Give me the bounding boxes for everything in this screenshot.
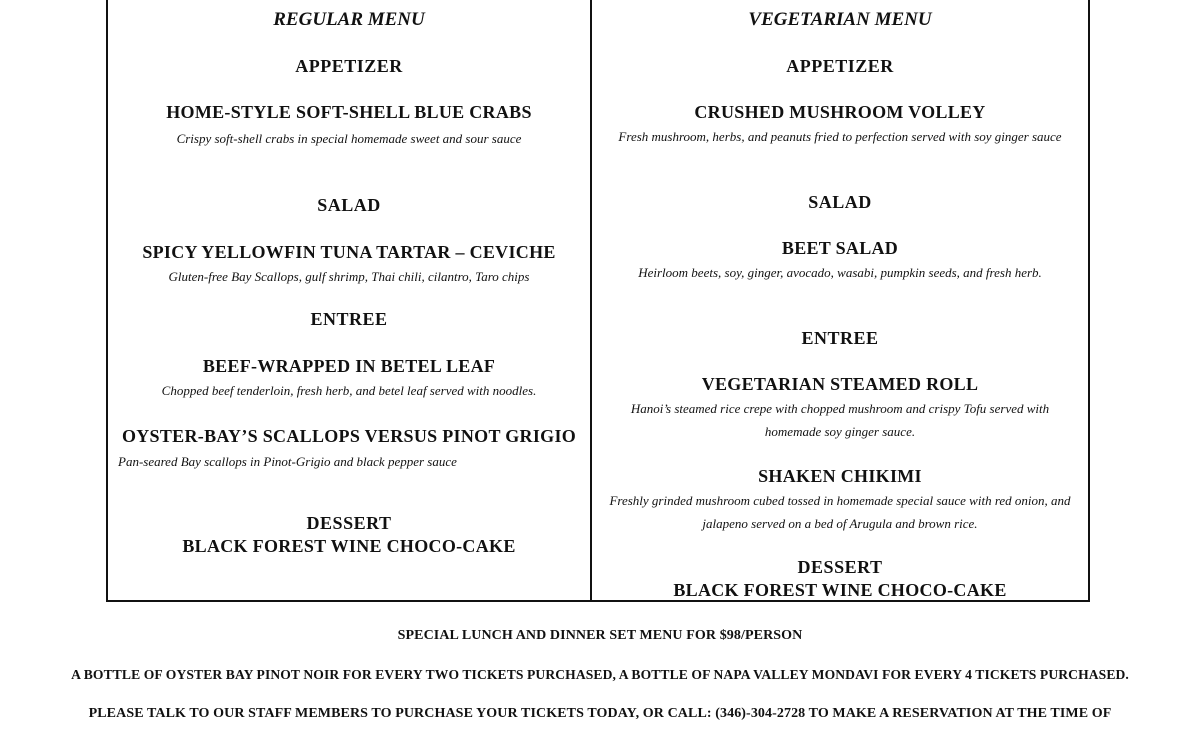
vegetarian-menu-title: VEGETARIAN MENU (748, 9, 932, 30)
regular-entree1-description: Chopped beef tenderloin, fresh herb, and betel leaf served with noodles. (161, 383, 537, 398)
vegetarian-salad-name: BEET SALAD (781, 238, 899, 258)
vegetarian-entree1-description: Hanoi’s steamed rice crepe with chopped mushroom and crispy Tofu served with homemade soy ginger sauce. (630, 401, 1050, 439)
regular-salad-description: Gluten-free Bay Scallops, gulf shrimp, Thai chili, cilantro, Taro chips (168, 269, 530, 284)
regular-entree2-name: OYSTER-BAY’S SCALLOPS VERSUS PINOT GRIGIO (121, 426, 577, 446)
vegetarian-salad-description: Heirloom beets, soy, ginger, avocado, wasabi, pumpkin seeds, and fresh herb. (638, 265, 1042, 280)
vegetarian-dessert-heading: DESSERT (797, 557, 883, 577)
regular-menu-title: REGULAR MENU (273, 9, 425, 30)
vegetarian-menu-column (592, 0, 1088, 600)
vegetarian-appetizer-heading: APPETIZER (786, 56, 894, 76)
vegetarian-entree2-description: Freshly grinded mushroom cubed tossed in homemade special sauce with red onion, and jalapeno served on a bed of Arugula and brown rice. (609, 493, 1071, 531)
vegetarian-dessert-name: BLACK FOREST WINE CHOCO-CAKE (673, 580, 1007, 600)
wine-offer-line: A BOTTLE OF OYSTER BAY PINOT NOIR FOR EVERY TWO TICKETS PURCHASED, A BOTTLE OF NAPA VALLEY MONDAVI FOR EVERY 4 TICKETS PURCHASED. (71, 667, 1129, 682)
regular-entree2-description: Pan-seared Bay scallops in Pinot-Grigio and black pepper sauce (118, 454, 457, 469)
vegetarian-entree2-name: SHAKEN CHIKIMI (758, 466, 922, 486)
menu-table (106, 0, 1090, 602)
vegetarian-salad-heading: SALAD (808, 192, 872, 212)
contact-line: PLEASE TALK TO OUR STAFF MEMBERS TO PURCHASE YOUR TICKETS TODAY, OR CALL: (346)-304-2728 TO MAKE A RESERVATION AT THE TIME OF (88, 706, 1112, 721)
regular-salad-name: SPICY YELLOWFIN TUNA TARTAR – CEVICHE (142, 242, 556, 262)
vegetarian-entree1-name: VEGETARIAN STEAMED ROLL (701, 374, 979, 394)
regular-appetizer-name: HOME-STYLE SOFT-SHELL BLUE CRABS (166, 102, 532, 122)
regular-appetizer-description: Crispy soft-shell crabs in special homemade sweet and sour sauce (176, 131, 522, 146)
vegetarian-appetizer-name: CRUSHED MUSHROOM VOLLEY (694, 102, 986, 122)
regular-entree1-name: BEEF-WRAPPED IN BETEL LEAF (202, 356, 496, 376)
regular-salad-heading: SALAD (317, 195, 381, 215)
regular-menu-column (108, 0, 592, 600)
regular-dessert-name: BLACK FOREST WINE CHOCO-CAKE (182, 536, 516, 556)
vegetarian-entree-heading: ENTREE (801, 328, 879, 348)
price-line: SPECIAL LUNCH AND DINNER SET MENU FOR $98/PERSON (397, 628, 803, 643)
vegetarian-appetizer-description: Fresh mushroom, herbs, and peanuts fried to perfection served with soy ginger sauce (618, 129, 1062, 144)
regular-dessert-heading: DESSERT (306, 513, 392, 533)
regular-appetizer-heading: APPETIZER (295, 56, 403, 76)
regular-entree-heading: ENTREE (310, 309, 388, 329)
